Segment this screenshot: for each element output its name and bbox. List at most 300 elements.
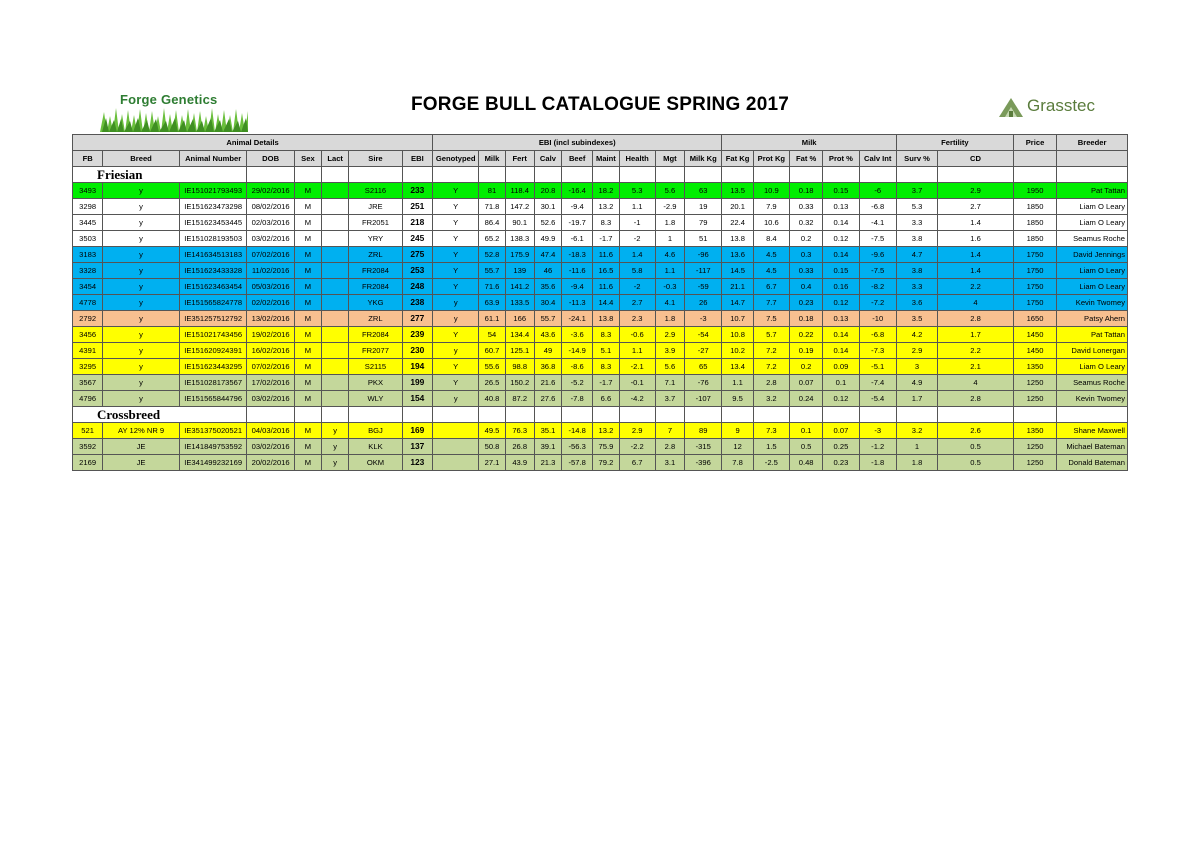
section-blank-cell xyxy=(790,407,823,423)
table-cell: 3 xyxy=(896,359,937,375)
table-cell: KLK xyxy=(349,439,402,455)
column-header: Health xyxy=(619,151,655,167)
table-cell: 0.32 xyxy=(790,215,823,231)
table-cell: 7.1 xyxy=(655,375,684,391)
table-cell: 6.7 xyxy=(619,455,655,471)
table-row xyxy=(73,327,1128,343)
table-cell: M xyxy=(294,375,321,391)
table-cell: -76 xyxy=(685,375,722,391)
table-cell: 1.8 xyxy=(655,311,684,327)
table-cell: 27.6 xyxy=(534,391,561,407)
table-cell: y xyxy=(103,327,180,343)
table-cell xyxy=(433,423,479,439)
table-cell: 07/02/2016 xyxy=(247,247,294,263)
section-blank-cell xyxy=(562,407,593,423)
table-cell: 0.14 xyxy=(823,215,859,231)
table-cell: Liam O Leary xyxy=(1057,263,1128,279)
table-cell: y xyxy=(103,391,180,407)
table-cell: 1.7 xyxy=(938,327,1014,343)
table-row xyxy=(73,279,1128,295)
table-cell: y xyxy=(103,199,180,215)
table-cell: Liam O Leary xyxy=(1057,359,1128,375)
table-cell: 169 xyxy=(402,423,432,439)
table-cell: Y xyxy=(433,231,479,247)
table-cell: 8.3 xyxy=(593,359,619,375)
table-cell: y xyxy=(433,391,479,407)
section-blank-cell xyxy=(655,167,684,183)
table-cell: Pat Tattan xyxy=(1057,327,1128,343)
table-cell: -3 xyxy=(685,311,722,327)
table-cell xyxy=(322,391,349,407)
column-header-blank xyxy=(1057,151,1128,167)
table-cell: -107 xyxy=(685,391,722,407)
table-cell: 3298 xyxy=(73,199,103,215)
table-cell: 1250 xyxy=(1013,391,1056,407)
group-breeder: Breeder xyxy=(1057,135,1128,151)
column-header: Beef xyxy=(562,151,593,167)
table-cell: 4 xyxy=(938,375,1014,391)
table-cell: 18.2 xyxy=(593,183,619,199)
table-cell: OKM xyxy=(349,455,402,471)
table-cell: IE351257512792 xyxy=(179,311,247,327)
column-header: Fat Kg xyxy=(722,151,753,167)
section-blank-cell xyxy=(619,407,655,423)
table-cell: -1.7 xyxy=(593,375,619,391)
table-cell: M xyxy=(294,327,321,343)
table-cell: 50.8 xyxy=(479,439,505,455)
table-cell: 35.1 xyxy=(534,423,561,439)
table-cell: S2115 xyxy=(349,359,402,375)
table-cell: IE151620924391 xyxy=(179,343,247,359)
table-cell: 61.1 xyxy=(479,311,505,327)
section-blank-cell xyxy=(753,407,789,423)
section-blank-cell xyxy=(349,167,402,183)
table-cell: 150.2 xyxy=(505,375,534,391)
table-cell: y xyxy=(322,439,349,455)
table-cell: 1.6 xyxy=(938,231,1014,247)
table-cell: 248 xyxy=(402,279,432,295)
table-cell: 3456 xyxy=(73,327,103,343)
grasstec-house-icon xyxy=(997,95,1025,119)
section-blank-cell xyxy=(938,167,1014,183)
column-header: Prot Kg xyxy=(753,151,789,167)
table-cell: 3.7 xyxy=(655,391,684,407)
column-header: Mgt xyxy=(655,151,684,167)
table-cell: -9.4 xyxy=(562,279,593,295)
table-cell: JE xyxy=(103,439,180,455)
table-cell: 43.6 xyxy=(534,327,561,343)
table-cell: 233 xyxy=(402,183,432,199)
column-header: Fat % xyxy=(790,151,823,167)
column-header: Breed xyxy=(103,151,180,167)
table-cell: 0.22 xyxy=(790,327,823,343)
table-cell xyxy=(322,231,349,247)
table-cell: 7.7 xyxy=(753,295,789,311)
table-cell: IE151623433328 xyxy=(179,263,247,279)
table-cell: 4.2 xyxy=(896,327,937,343)
table-cell: 7.8 xyxy=(722,455,753,471)
table-cell: 21.1 xyxy=(722,279,753,295)
table-cell: y xyxy=(103,375,180,391)
table-cell: Liam O Leary xyxy=(1057,199,1128,215)
table-cell: M xyxy=(294,359,321,375)
table-cell: 1 xyxy=(896,439,937,455)
table-cell xyxy=(322,215,349,231)
table-cell xyxy=(322,199,349,215)
table-cell: 10.9 xyxy=(753,183,789,199)
table-cell: 8.3 xyxy=(593,215,619,231)
table-cell: 52.8 xyxy=(479,247,505,263)
section-row xyxy=(73,167,1128,183)
table-cell: 04/03/2016 xyxy=(247,423,294,439)
table-cell: y xyxy=(433,311,479,327)
table-cell: 1.8 xyxy=(896,455,937,471)
table-cell: 5.8 xyxy=(619,263,655,279)
table-cell: 4.9 xyxy=(896,375,937,391)
table-cell: 5.7 xyxy=(753,327,789,343)
table-cell: -8.6 xyxy=(562,359,593,375)
section-blank-cell xyxy=(562,167,593,183)
table-cell: 60.7 xyxy=(479,343,505,359)
table-cell: M xyxy=(294,231,321,247)
table-cell: 75.9 xyxy=(593,439,619,455)
table-cell: FR2084 xyxy=(349,279,402,295)
table-cell: 1.1 xyxy=(722,375,753,391)
table-cell: 1750 xyxy=(1013,279,1056,295)
table-cell: 1.1 xyxy=(619,343,655,359)
table-cell: IE151565844796 xyxy=(179,391,247,407)
table-cell: 9 xyxy=(722,423,753,439)
column-header: Animal Number xyxy=(179,151,247,167)
table-cell: 26 xyxy=(685,295,722,311)
table-cell: 0.33 xyxy=(790,263,823,279)
table-cell: y xyxy=(103,359,180,375)
table-row xyxy=(73,183,1128,199)
table-cell: FR2051 xyxy=(349,215,402,231)
section-blank-cell xyxy=(859,167,896,183)
table-cell: -2.9 xyxy=(655,199,684,215)
table-cell: 21.6 xyxy=(534,375,561,391)
table-cell: 6.7 xyxy=(753,279,789,295)
table-cell: 1.4 xyxy=(938,215,1014,231)
table-cell: -8.2 xyxy=(859,279,896,295)
table-cell: y xyxy=(103,231,180,247)
section-blank-cell xyxy=(685,167,722,183)
table-cell: -1.8 xyxy=(859,455,896,471)
table-cell: 141.2 xyxy=(505,279,534,295)
table-cell: 08/02/2016 xyxy=(247,199,294,215)
group-ebi: EBI (incl subindexes) xyxy=(433,135,722,151)
column-header: Sire xyxy=(349,151,402,167)
column-header: Milk Kg xyxy=(685,151,722,167)
section-blank-cell xyxy=(402,407,432,423)
section-blank-cell xyxy=(1057,167,1128,183)
table-cell: M xyxy=(294,423,321,439)
table-cell: M xyxy=(294,391,321,407)
table-cell: 13.2 xyxy=(593,423,619,439)
table-cell xyxy=(322,327,349,343)
table-cell: 4.5 xyxy=(753,263,789,279)
table-row xyxy=(73,359,1128,375)
section-blank-cell xyxy=(349,407,402,423)
table-cell: 1.4 xyxy=(619,247,655,263)
table-cell: 2.2 xyxy=(938,343,1014,359)
table-cell: -396 xyxy=(685,455,722,471)
column-header: Maint xyxy=(593,151,619,167)
table-row xyxy=(73,231,1128,247)
table-cell: 13.5 xyxy=(722,183,753,199)
table-cell: 3567 xyxy=(73,375,103,391)
table-cell: 0.4 xyxy=(790,279,823,295)
table-cell: 10.8 xyxy=(722,327,753,343)
table-row xyxy=(73,311,1128,327)
table-cell: 166 xyxy=(505,311,534,327)
table-cell: 20.8 xyxy=(534,183,561,199)
table-cell: 4.6 xyxy=(655,247,684,263)
table-cell: 5.3 xyxy=(896,199,937,215)
table-cell: 4391 xyxy=(73,343,103,359)
table-cell: -2.2 xyxy=(619,439,655,455)
table-cell: 154 xyxy=(402,391,432,407)
table-cell: 20.1 xyxy=(722,199,753,215)
table-cell: 7.9 xyxy=(753,199,789,215)
table-cell: Y xyxy=(433,359,479,375)
table-cell: 0.14 xyxy=(823,327,859,343)
table-cell: 13.4 xyxy=(722,359,753,375)
table-cell: -7.5 xyxy=(859,231,896,247)
table-cell: 36.8 xyxy=(534,359,561,375)
table-cell: 11.6 xyxy=(593,247,619,263)
forge-genetics-logo-text: Forge Genetics xyxy=(120,92,218,107)
table-cell: 4.7 xyxy=(896,247,937,263)
table-cell: y xyxy=(103,263,180,279)
table-cell: ZRL xyxy=(349,247,402,263)
table-cell: FR2084 xyxy=(349,263,402,279)
table-cell: IE151028173567 xyxy=(179,375,247,391)
column-header: Calv Int xyxy=(859,151,896,167)
table-cell: 55.7 xyxy=(479,263,505,279)
table-cell: IE141849753592 xyxy=(179,439,247,455)
table-cell: 0.23 xyxy=(790,295,823,311)
table-cell: 11.6 xyxy=(593,279,619,295)
table-cell: 7.2 xyxy=(753,343,789,359)
table-cell: 230 xyxy=(402,343,432,359)
table-row xyxy=(73,343,1128,359)
table-cell: 239 xyxy=(402,327,432,343)
table-cell: IE151021793493 xyxy=(179,183,247,199)
table-cell: y xyxy=(103,183,180,199)
table-cell: 147.2 xyxy=(505,199,534,215)
table-cell: 3454 xyxy=(73,279,103,295)
table-cell: 0.16 xyxy=(823,279,859,295)
table-cell: 0.2 xyxy=(790,359,823,375)
table-row xyxy=(73,295,1128,311)
group-animal-details: Animal Details xyxy=(73,135,433,151)
table-cell: -7.2 xyxy=(859,295,896,311)
table-cell: AY 12% NR 9 xyxy=(103,423,180,439)
table-cell: -16.4 xyxy=(562,183,593,199)
table-cell: JE xyxy=(103,455,180,471)
section-blank-cell xyxy=(505,167,534,183)
table-cell: -14.8 xyxy=(562,423,593,439)
section-blank-cell xyxy=(722,167,753,183)
column-header: Surv % xyxy=(896,151,937,167)
table-cell: 253 xyxy=(402,263,432,279)
table-row xyxy=(73,455,1128,471)
table-cell: -4.2 xyxy=(619,391,655,407)
table-cell: 1850 xyxy=(1013,215,1056,231)
table-cell: 1350 xyxy=(1013,423,1056,439)
section-blank-cell xyxy=(655,407,684,423)
table-cell: 218 xyxy=(402,215,432,231)
table-cell: Pat Tattan xyxy=(1057,183,1128,199)
table-cell: 86.4 xyxy=(479,215,505,231)
table-cell: 30.4 xyxy=(534,295,561,311)
table-cell: M xyxy=(294,199,321,215)
table-cell: 2.1 xyxy=(938,359,1014,375)
table-cell: -2 xyxy=(619,279,655,295)
table-cell: Y xyxy=(433,215,479,231)
table-cell: 0.12 xyxy=(823,295,859,311)
table-cell: -2.5 xyxy=(753,455,789,471)
table-cell: 0.5 xyxy=(790,439,823,455)
table-cell: -117 xyxy=(685,263,722,279)
table-cell: 3.5 xyxy=(896,311,937,327)
table-cell: David Jennings xyxy=(1057,247,1128,263)
table-cell: IE341499232169 xyxy=(179,455,247,471)
table-cell: 21.3 xyxy=(534,455,561,471)
table-cell: 4 xyxy=(938,295,1014,311)
table-cell: y xyxy=(103,311,180,327)
table-cell: 0.18 xyxy=(790,311,823,327)
table-cell: 55.7 xyxy=(534,311,561,327)
table-cell: 2.9 xyxy=(619,423,655,439)
table-cell: 0.07 xyxy=(823,423,859,439)
section-blank-cell xyxy=(294,407,321,423)
column-header-blank xyxy=(1013,151,1056,167)
table-cell: Donald Bateman xyxy=(1057,455,1128,471)
section-blank-cell xyxy=(1057,407,1128,423)
table-row xyxy=(73,375,1128,391)
table-cell: -6.8 xyxy=(859,327,896,343)
table-cell: -4.1 xyxy=(859,215,896,231)
group-fertility: Fertility xyxy=(896,135,1013,151)
table-cell: M xyxy=(294,343,321,359)
table-cell: -19.7 xyxy=(562,215,593,231)
table-cell: 29/02/2016 xyxy=(247,183,294,199)
table-cell: 5.6 xyxy=(655,359,684,375)
table-cell: -0.1 xyxy=(619,375,655,391)
table-cell: 46 xyxy=(534,263,561,279)
table-cell: -57.8 xyxy=(562,455,593,471)
table-cell: 1850 xyxy=(1013,231,1056,247)
table-cell: 03/02/2016 xyxy=(247,231,294,247)
table-cell: 1.8 xyxy=(655,215,684,231)
table-cell: 1950 xyxy=(1013,183,1056,199)
column-header: Prot % xyxy=(823,151,859,167)
table-cell: 05/03/2016 xyxy=(247,279,294,295)
table-cell: 4796 xyxy=(73,391,103,407)
table-body xyxy=(73,167,1128,471)
table-cell: -3.6 xyxy=(562,327,593,343)
table-cell: 3183 xyxy=(73,247,103,263)
section-blank-cell xyxy=(753,167,789,183)
table-cell: 3328 xyxy=(73,263,103,279)
table-cell: IE151623473298 xyxy=(179,199,247,215)
table-cell: 65 xyxy=(685,359,722,375)
table-cell: 8.3 xyxy=(593,327,619,343)
table-cell: 3.8 xyxy=(896,231,937,247)
table-cell: IE151623463454 xyxy=(179,279,247,295)
table-cell: -7.3 xyxy=(859,343,896,359)
table-cell xyxy=(322,279,349,295)
table-cell: 16/02/2016 xyxy=(247,343,294,359)
table-cell: -6.1 xyxy=(562,231,593,247)
table-cell: IE151623443295 xyxy=(179,359,247,375)
section-label: Crossbreed xyxy=(73,407,247,423)
table-cell: 1750 xyxy=(1013,295,1056,311)
table-cell: YKG xyxy=(349,295,402,311)
section-blank-cell xyxy=(722,407,753,423)
table-cell: 1.1 xyxy=(655,263,684,279)
section-blank-cell xyxy=(1013,407,1056,423)
section-blank-cell xyxy=(790,167,823,183)
table-cell: 2.3 xyxy=(619,311,655,327)
table-cell: -5.1 xyxy=(859,359,896,375)
table-cell: 123 xyxy=(402,455,432,471)
section-blank-cell xyxy=(896,167,937,183)
table-cell: 81 xyxy=(479,183,505,199)
table-cell: Seamus Roche xyxy=(1057,375,1128,391)
table-cell: 98.8 xyxy=(505,359,534,375)
table-cell: 521 xyxy=(73,423,103,439)
table-cell: 0.13 xyxy=(823,199,859,215)
table-cell: 1750 xyxy=(1013,263,1056,279)
table-cell: y xyxy=(433,295,479,311)
section-blank-cell xyxy=(505,407,534,423)
table-cell: 0.15 xyxy=(823,183,859,199)
table-cell: -5.2 xyxy=(562,375,593,391)
table-cell: 245 xyxy=(402,231,432,247)
table-cell: 71.8 xyxy=(479,199,505,215)
table-cell: 3445 xyxy=(73,215,103,231)
table-cell: 20/02/2016 xyxy=(247,455,294,471)
table-cell: 76.3 xyxy=(505,423,534,439)
column-header: CD xyxy=(938,151,1014,167)
column-header: Lact xyxy=(322,151,349,167)
section-blank-cell xyxy=(479,167,505,183)
section-blank-cell xyxy=(938,407,1014,423)
section-blank-cell xyxy=(619,167,655,183)
table-cell: 1850 xyxy=(1013,199,1056,215)
table-cell: 2169 xyxy=(73,455,103,471)
table-cell: 43.9 xyxy=(505,455,534,471)
table-cell: 175.9 xyxy=(505,247,534,263)
section-blank-cell xyxy=(479,407,505,423)
table-cell: 2.2 xyxy=(938,279,1014,295)
table-cell: 3.9 xyxy=(655,343,684,359)
table-cell: y xyxy=(103,295,180,311)
table-cell: 2.9 xyxy=(655,327,684,343)
table-cell: 1 xyxy=(655,231,684,247)
table-cell: 194 xyxy=(402,359,432,375)
table-cell: 03/02/2016 xyxy=(247,391,294,407)
table-cell: 5.1 xyxy=(593,343,619,359)
section-blank-cell xyxy=(593,407,619,423)
table-cell: M xyxy=(294,439,321,455)
table-cell: -11.6 xyxy=(562,263,593,279)
table-cell: 0.5 xyxy=(938,455,1014,471)
